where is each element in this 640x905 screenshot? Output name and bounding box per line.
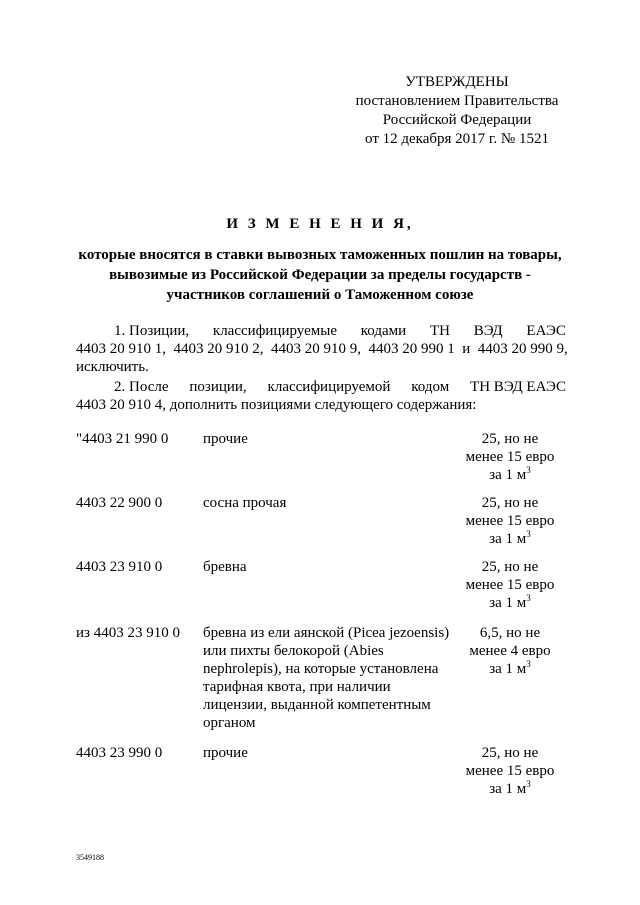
- approval-title: УТВЕРЖДЕНЫ: [405, 74, 509, 90]
- rate-unit: за 1 м: [489, 595, 527, 611]
- description-line: прочие: [203, 431, 248, 447]
- rate-line: менее 15 евро: [465, 449, 555, 465]
- rate-unit-exponent: 3: [526, 465, 531, 475]
- document-subtitle: [60, 245, 580, 305]
- duty-rate: [454, 494, 566, 548]
- position-description: [203, 430, 453, 448]
- description-line: лицензии, выданной компетентным: [203, 697, 431, 713]
- description-line: тарифная квота, при наличии: [203, 679, 391, 695]
- position-code: из 4403 23 910 0: [76, 625, 180, 641]
- description-line: или пихты белокорой (Abies: [203, 643, 384, 659]
- word: 2. После: [114, 379, 169, 395]
- paragraph-2-line: [76, 378, 566, 396]
- rate-unit-exponent: 3: [526, 779, 531, 789]
- word: 1. Позиции,: [114, 323, 190, 339]
- rate-line: 25, но не: [481, 495, 539, 511]
- duty-rate: [454, 558, 566, 612]
- position-description: [203, 494, 453, 512]
- word: классифицируемой: [267, 379, 391, 395]
- position-code: 4403 23 990 0: [76, 745, 163, 761]
- subtitle-line: вывозимые из Российской Федерации за пределы государств -: [109, 267, 531, 283]
- word: позиции,: [189, 379, 247, 395]
- paragraph-1-line: [76, 322, 566, 340]
- approval-block: [352, 73, 562, 149]
- rate-line: 6,5, но не: [479, 625, 541, 641]
- rate-unit: за 1 м: [489, 467, 527, 483]
- description-line: прочие: [203, 745, 248, 761]
- position-code: 4403 22 900 0: [76, 495, 163, 511]
- rate-line: [454, 660, 566, 678]
- rate-unit: за 1 м: [489, 661, 527, 677]
- word: ЕАЭС: [526, 323, 566, 339]
- subtitle-line: участников соглашений о Таможенном союзе: [166, 287, 474, 303]
- rate-line: [454, 530, 566, 548]
- word: кодом: [411, 379, 450, 395]
- subtitle-line: которые вносятся в ставки вывозных таможенных пошлин на товары,: [78, 247, 562, 263]
- position-code: 4403 23 910 0: [76, 559, 163, 575]
- position-description: [203, 744, 453, 762]
- rate-unit-exponent: 3: [526, 659, 531, 669]
- duty-rate: [454, 430, 566, 484]
- description-line: nephrolepis), на которые установлена: [203, 661, 439, 677]
- description-line: органом: [203, 715, 256, 731]
- position-code: "4403 21 990 0: [76, 431, 169, 447]
- approval-by-decree: постановлением Правительства: [355, 93, 559, 109]
- rate-line: 25, но не: [481, 745, 539, 761]
- paragraph-1: [76, 322, 566, 376]
- paragraph-2-action: 4403 20 910 4, дополнить позициями следующего содержания:: [76, 397, 477, 413]
- word: ВЭД: [473, 323, 503, 339]
- rate-line: менее 15 евро: [465, 763, 555, 779]
- paragraph-2: [76, 378, 566, 414]
- duty-rate: [454, 624, 566, 678]
- rate-unit: за 1 м: [489, 531, 527, 547]
- document-title: И З М Е Н Е Н И Я,: [226, 216, 414, 232]
- paragraph-1-codes: 4403 20 910 1, 4403 20 910 2, 4403 20 910 9, 4403 20 990 1 и 4403 20 990 9,: [76, 341, 568, 357]
- paragraph-1-action: исключить.: [76, 359, 149, 375]
- word: ТН ВЭД ЕАЭС: [470, 379, 566, 395]
- approval-date-number: от 12 декабря 2017 г. № 1521: [365, 131, 549, 147]
- word: кодами: [360, 323, 407, 339]
- approval-authority: Российской Федерации: [382, 112, 532, 128]
- rate-line: менее 4 евро: [469, 643, 551, 659]
- description-line: бревна: [203, 559, 247, 575]
- position-description: [203, 624, 453, 732]
- rate-unit-exponent: 3: [526, 529, 531, 539]
- rate-line: [454, 594, 566, 612]
- rate-line: [454, 466, 566, 484]
- description-line: сосна прочая: [203, 495, 287, 511]
- document-id: 3549188: [76, 853, 104, 862]
- word: классифицируемые: [212, 323, 337, 339]
- rate-line: 25, но не: [481, 559, 539, 575]
- rate-unit-exponent: 3: [526, 593, 531, 603]
- rate-unit: за 1 м: [489, 781, 527, 797]
- rate-line: менее 15 евро: [465, 513, 555, 529]
- rate-line: [454, 780, 566, 798]
- rate-line: менее 15 евро: [465, 577, 555, 593]
- duty-rate: [454, 744, 566, 798]
- word: ТН: [429, 323, 450, 339]
- position-description: [203, 558, 453, 576]
- rate-line: 25, но не: [481, 431, 539, 447]
- description-line: бревна из ели аянской (Picea jezoensis): [203, 625, 450, 641]
